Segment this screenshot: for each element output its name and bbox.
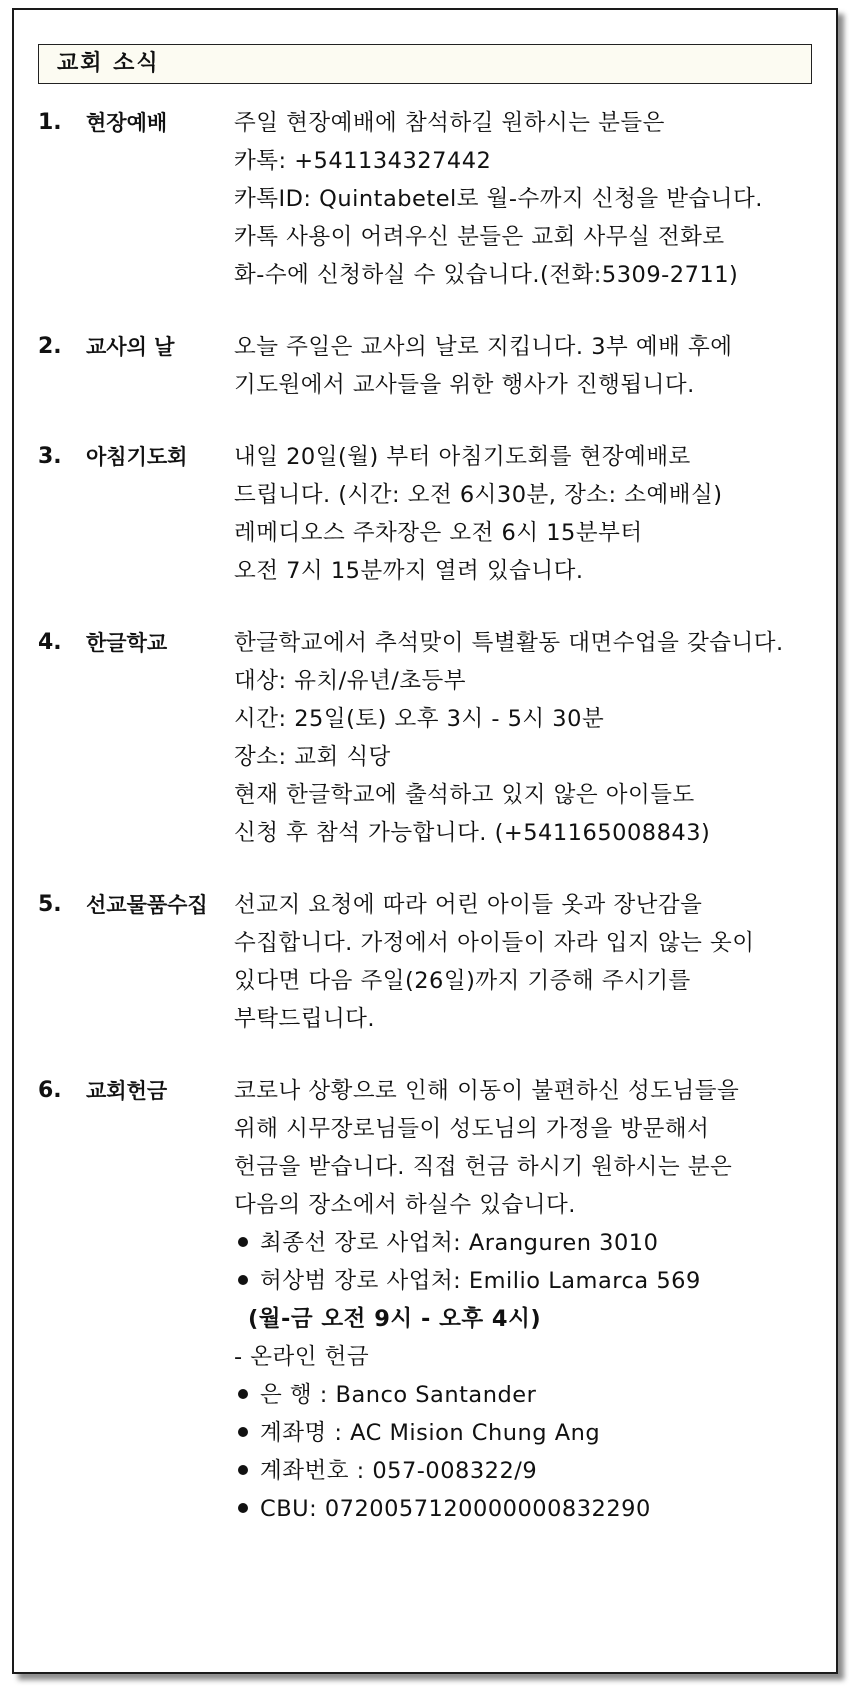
news-item-korean-school [38,624,828,852]
item-title: 교사의 날 [86,335,175,359]
news-item-mission-supplies [38,886,828,1038]
item-title: 아침기도회 [86,445,188,469]
item-number: 3. [38,444,62,469]
bullet-item [234,1490,828,1528]
bulletin-page [12,8,838,1674]
item-title: 현장예배 [86,111,168,135]
body-line: 드립니다. (시간: 오전 6시30분, 장소: 소예배실) [234,482,723,508]
body-line: 내일 20일(월) 부터 아침기도회를 현장예배로 [234,444,691,470]
item-number: 5. [38,892,62,917]
item-number: 6. [38,1078,62,1103]
body-line: 신청 후 참석 가능합니다. (+541165008843) [234,820,711,846]
item-number: 4. [38,630,62,655]
item-body [234,624,828,852]
bullet-text: 계좌번호 : 057-008322/9 [260,1458,538,1484]
bullet-dot-icon [238,1465,248,1475]
news-item-onsite-worship [38,104,828,294]
body-line: 카톡 사용이 어려우신 분들은 교회 사무실 전화로 [234,224,725,250]
bullet-dot-icon [238,1503,248,1513]
section-header: 교회 소식 [38,44,812,84]
body-line: 오늘 주일은 교사의 날로 지킵니다. 3부 예배 후에 [234,334,733,360]
body-line: 레메디오스 주차장은 오전 6시 15분부터 [234,520,643,546]
body-line: 헌금을 받습니다. 직접 헌금 하시기 원하시는 분은 [234,1154,733,1180]
body-line: 위해 시무장로님들이 성도님의 가정을 방문해서 [234,1116,710,1142]
body-line: 수집합니다. 가정에서 아이들이 자라 입지 않는 옷이 [234,930,755,956]
item-body [234,1072,828,1528]
body-line: 한글학교에서 추석맞이 특별활동 대면수업을 갖습니다. [234,630,784,656]
body-line: 코로나 상황으로 인해 이동이 불편하신 성도님들을 [234,1078,740,1104]
bullet-dot-icon [238,1237,248,1247]
bullet-text: 은 행 : Banco Santander [260,1382,537,1408]
bullet-text: 최종선 장로 사업처: Aranguren 3010 [260,1230,659,1256]
online-offering-label: - 온라인 헌금 [234,1344,370,1370]
item-title: 교회헌금 [86,1079,168,1103]
bullet-item [234,1414,828,1452]
body-line: 카톡ID: Quintabetel로 월-수까지 신청을 받습니다. [234,186,763,212]
item-number: 1. [38,110,62,135]
body-line: 현재 한글학교에 출석하고 있지 않은 아이들도 [234,782,695,808]
bullet-dot-icon [238,1389,248,1399]
item-body [234,886,828,1038]
bullet-dot-icon [238,1427,248,1437]
bullet-dot-icon [238,1275,248,1285]
bullet-text: CBU: 0720057120000000832290 [260,1496,651,1522]
body-line: 있다면 다음 주일(26일)까지 기증해 주시기를 [234,968,691,994]
bullet-item [234,1452,828,1490]
item-body [234,438,828,590]
office-hours: (월-금 오전 9시 - 오후 4시) [248,1306,542,1332]
body-line: 카톡: +541134327442 [234,148,492,174]
bullet-item [234,1262,828,1300]
news-item-church-offering [38,1072,828,1528]
body-line: 다음의 장소에서 하실수 있습니다. [234,1192,576,1218]
news-item-teachers-day [38,328,828,404]
body-line: 장소: 교회 식당 [234,744,391,770]
item-title: 선교물품수집 [86,893,208,917]
bullet-text: 허상범 장로 사업처: Emilio Lamarca 569 [260,1268,701,1294]
body-line: 부탁드립니다. [234,1006,376,1032]
body-line: 화-수에 신청하실 수 있습니다.(전화:5309-2711) [234,262,739,288]
item-number: 2. [38,334,62,359]
bullet-text: 계좌명 : AC Mision Chung Ang [260,1420,601,1446]
news-list [38,104,828,1562]
item-body [234,328,828,404]
item-title: 한글학교 [86,631,168,655]
body-line: 시간: 25일(토) 오후 3시 - 5시 30분 [234,706,605,732]
bullet-item [234,1224,828,1262]
bullet-item [234,1376,828,1414]
body-line: 대상: 유치/유년/초등부 [234,668,467,694]
item-body [234,104,828,294]
body-line: 주일 현장예배에 참석하길 원하시는 분들은 [234,110,665,136]
news-item-morning-prayer [38,438,828,590]
body-line: 오전 7시 15분까지 열려 있습니다. [234,558,584,584]
body-line: 기도원에서 교사들을 위한 행사가 진행됩니다. [234,372,695,398]
body-line: 선교지 요청에 따라 어린 아이들 옷과 장난감을 [234,892,703,918]
